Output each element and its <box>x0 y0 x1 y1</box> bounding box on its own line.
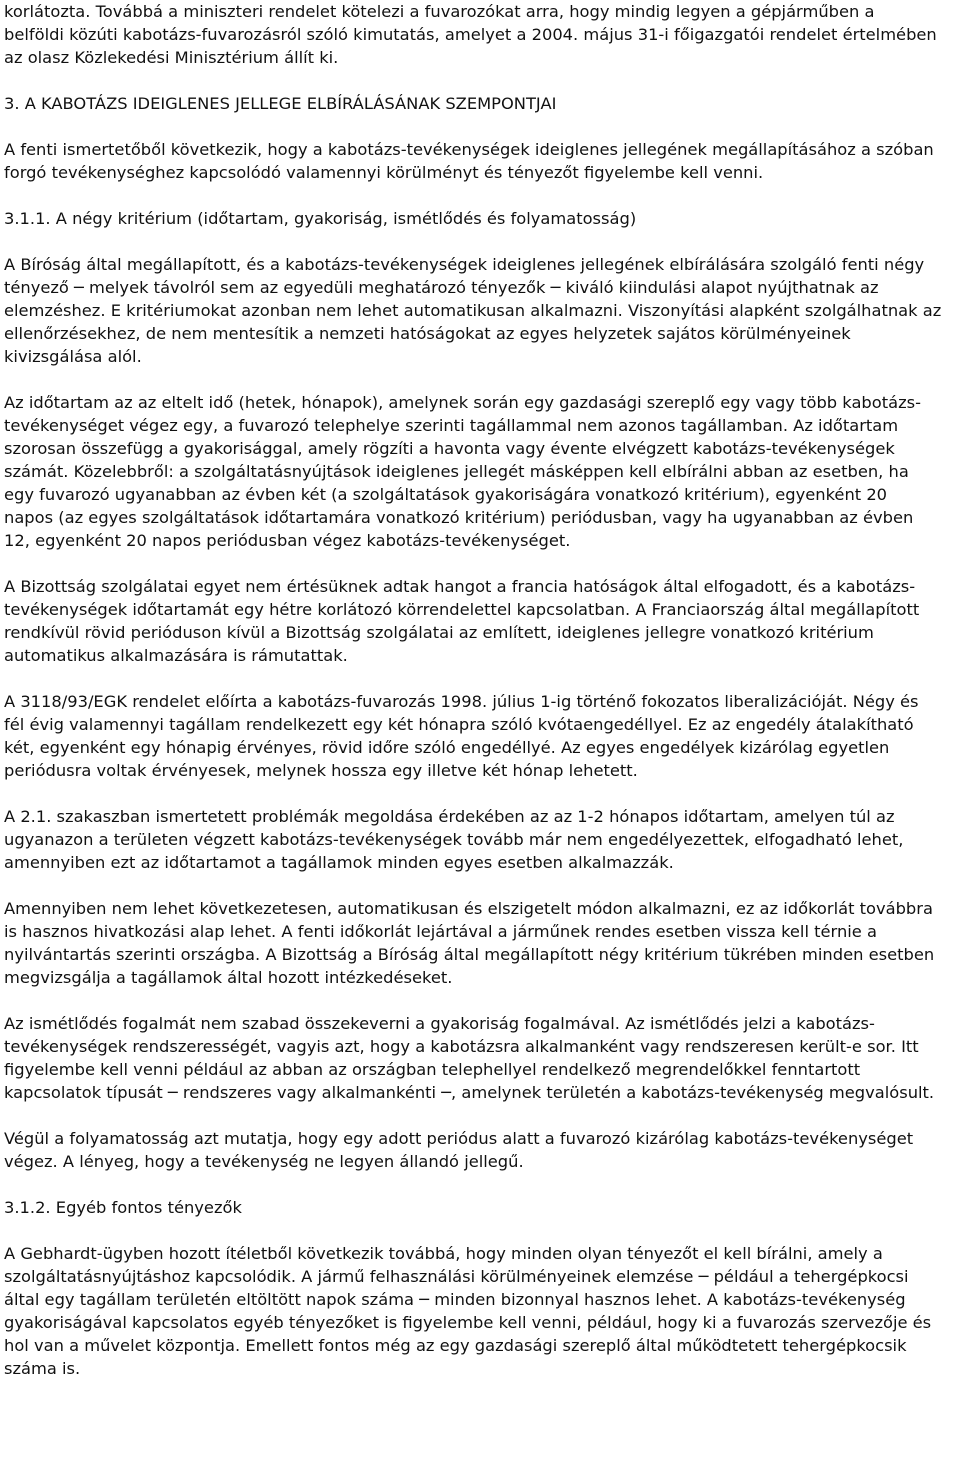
text-line: az olasz Közlekedési Minisztérium állít ki. <box>4 48 339 67</box>
text-line: végez. A lényeg, hogy a tevékenység ne legyen állandó jellegű. <box>4 1152 524 1171</box>
text-line: A Bizottság szolgálatai egyet nem értésüknek adtak hangot a francia hatóságok által elfogadott, és a kabotázs- <box>4 577 916 596</box>
text-line: két, egyenként egy hónapig érvényes, rövid időre szóló engedéllyé. Az egyes engedélyek kizárólag egyetlen <box>4 738 890 757</box>
text-line: amennyiben ezt az időtartamot a tagállamok minden egyes esetben alkalmazzák. <box>4 853 674 872</box>
text-line: száma is. <box>4 1359 81 1378</box>
text-line: megvizsgálja a tagállamok által hozott intézkedéseket. <box>4 968 453 987</box>
paragraph-fenti <box>4 138 956 184</box>
text-line: tevékenységek rendszerességét, vagyis azt, hogy a kabotázsra alkalmanként vagy rendszeresen került-e sor. Itt <box>4 1037 919 1056</box>
text-line: ugyanazon a területen végzett kabotázs-tevékenységek tovább már nem engedélyezettek, elfogadható lehet, <box>4 830 904 849</box>
intro-paragraph <box>4 0 956 69</box>
text-line: automatikus alkalmazására is rámutattak. <box>4 646 348 665</box>
text-line: egy fuvarozó ugyanabban az évben két (a szolgáltatások gyakoriságára vonatkozó kritérium), egyenként 20 <box>4 485 888 504</box>
text-line: elemzéshez. E kritériumokat azonban nem lehet automatikusan alkalmazni. Viszonyítási alapként szolgálhatnak az <box>4 301 942 320</box>
document-page <box>4 0 956 1380</box>
text-line: által egy tagállam területén eltöltött napok száma ─ minden bizonnyal hasznos lehet. A kabotázs-tevékenység <box>4 1290 906 1309</box>
paragraph-gebhardt <box>4 1242 956 1380</box>
paragraph-3118 <box>4 690 956 782</box>
text-line: kivizsgálása alól. <box>4 347 142 366</box>
paragraph-amennyiben <box>4 897 956 989</box>
paragraph-ismetlodes <box>4 1012 956 1104</box>
text-line: tényező ─ melyek távolról sem az egyedüli meghatározó tényezők ─ kiváló kiindulási alapot nyújthatnak az <box>4 278 879 297</box>
text-line: nyilvántartás szerinti országba. A Bizottság a Bíróság által megállapított négy kritérium tükrében minden esetben <box>4 945 935 964</box>
paragraph-idotartam <box>4 391 956 552</box>
text-line: Az időtartam az az eltelt idő (hetek, hónapok), amelynek során egy gazdasági szereplő egy vagy több kabotázs- <box>4 393 921 412</box>
text-line: periódusra voltak érvényesek, melynek hossza egy illetve két hónap lehetett. <box>4 761 638 780</box>
text-line: Végül a folyamatosság azt mutatja, hogy egy adott periódus alatt a fuvarozó kizárólag kabotázs-tevékenységet <box>4 1129 914 1148</box>
paragraph-bizottsag <box>4 575 956 667</box>
text-line: szorosan összefügg a gyakorisággal, amely rögzíti a havonta vagy évente elvégzett kabotázs-tevékenységek <box>4 439 895 458</box>
subsection-heading-3-1-1 <box>4 207 956 230</box>
text-line: tevékenységek időtartamát egy hétre korlátozó körrendelettel kapcsolatban. A Franciaország által megállapított <box>4 600 920 619</box>
text-line: Amennyiben nem lehet következetesen, automatikusan és elszigetelt módon alkalmazni, ez az időkorlát továbbra <box>4 899 933 918</box>
text-line: ellenőrzésekhez, de nem mentesítik a nemzeti hatóságokat az egyes helyzetek sajátos körülményeinek <box>4 324 851 343</box>
text-line: szolgáltatásnyújtáshoz kapcsolódik. A jármű felhasználási körülményeinek elemzése ─ például a tehergépkocsi <box>4 1267 909 1286</box>
text-line: fél évig valamennyi tagállam rendelkezett egy két hónapra szóló kvótaengedéllyel. Ez az engedély átalakítható <box>4 715 914 734</box>
subsection-heading-3-1-2 <box>4 1196 956 1219</box>
text-line: belföldi közúti kabotázs-fuvarozásról szóló kimutatás, amelyet a 2004. május 31-i főigazgatói rendelet értelmében <box>4 25 937 44</box>
text-line: A fenti ismertetőből következik, hogy a kabotázs-tevékenységek ideiglenes jellegének megállapításához a szóban <box>4 140 934 159</box>
text-line: figyelembe kell venni például az abban az országban telephellyel rendelkező megrendelőkkel fenntartott <box>4 1060 861 1079</box>
text-line: tevékenységet végez egy, a fuvarozó telephelye szerinti tagállammal nem azonos tagállamban. Az időtartam <box>4 416 899 435</box>
text-line: is hasznos hivatkozási alap lehet. A fenti időkorlát lejártával a járműnek rendes esetben vissza kell térnie a <box>4 922 877 941</box>
text-line: A Gebhardt-ügyben hozott ítéletből következik továbbá, hogy minden olyan tényezőt el kell bírálni, amely a <box>4 1244 883 1263</box>
text-line: 12, egyenként 20 napos periódusban végez kabotázs-tevékenységet. <box>4 531 571 550</box>
text-line: A Bíróság által megállapított, és a kabotázs-tevékenységek ideiglenes jellegének elbírálására szolgáló fenti négy <box>4 255 925 274</box>
paragraph-birosag <box>4 253 956 368</box>
text-line: gyakoriságával kapcsolatos egyéb tényezőket is figyelembe kell venni, például, hogy ki a fuvarozás szervezője és <box>4 1313 932 1332</box>
text-line: Az ismétlődés fogalmát nem szabad összekeverni a gyakoriság fogalmával. Az ismétlődés jelzi a kabotázs- <box>4 1014 875 1033</box>
text-line: forgó tevékenységhez kapcsolódó valamennyi körülményt és tényezőt figyelembe kell venni. <box>4 163 764 182</box>
section-heading-3 <box>4 92 956 115</box>
text-line: számát. Közelebbről: a szolgáltatásnyújtások ideiglenes jellegét másképpen kell elbírálni abban az esetben, ha <box>4 462 909 481</box>
text-line: napos (az egyes szolgáltatások időtartamára vonatkozó kritérium) periódusban, vagy ha ugyanabban az évben <box>4 508 914 527</box>
heading-text: 3. A KABOTÁZS IDEIGLENES JELLEGE ELBÍRÁLÁSÁNAK SZEMPONTJAI <box>4 94 557 113</box>
text-line: kapcsolatok típusát ─ rendszeres vagy alkalmankénti ─, amelynek területén a kabotázs-tevékenység megvalósult. <box>4 1083 935 1102</box>
text-line: hol van a művelet központja. Emellett fontos még az egy gazdasági szereplő által működtetett tehergépkocsik <box>4 1336 907 1355</box>
text-line: rendkívül rövid perióduson kívül a Bizottság szolgálatai az említett, ideiglenes jellegre vonatkozó kritérium <box>4 623 874 642</box>
text-line: A 2.1. szakaszban ismertetett problémák megoldása érdekében az az 1-2 hónapos időtartam, amelyen túl az <box>4 807 895 826</box>
paragraph-vegul <box>4 1127 956 1173</box>
paragraph-2-1 <box>4 805 956 874</box>
text-line: korlátozta. Továbbá a miniszteri rendelet kötelezi a fuvarozókat arra, hogy mindig legyen a gépjárműben a <box>4 2 875 21</box>
heading-text: 3.1.2. Egyéb fontos tényezők <box>4 1198 242 1217</box>
text-line: A 3118/93/EGK rendelet előírta a kabotázs-fuvarozás 1998. július 1-ig történő fokozatos liberalizációját. Négy és <box>4 692 919 711</box>
heading-text: 3.1.1. A négy kritérium (időtartam, gyakoriság, ismétlődés és folyamatosság) <box>4 209 637 228</box>
